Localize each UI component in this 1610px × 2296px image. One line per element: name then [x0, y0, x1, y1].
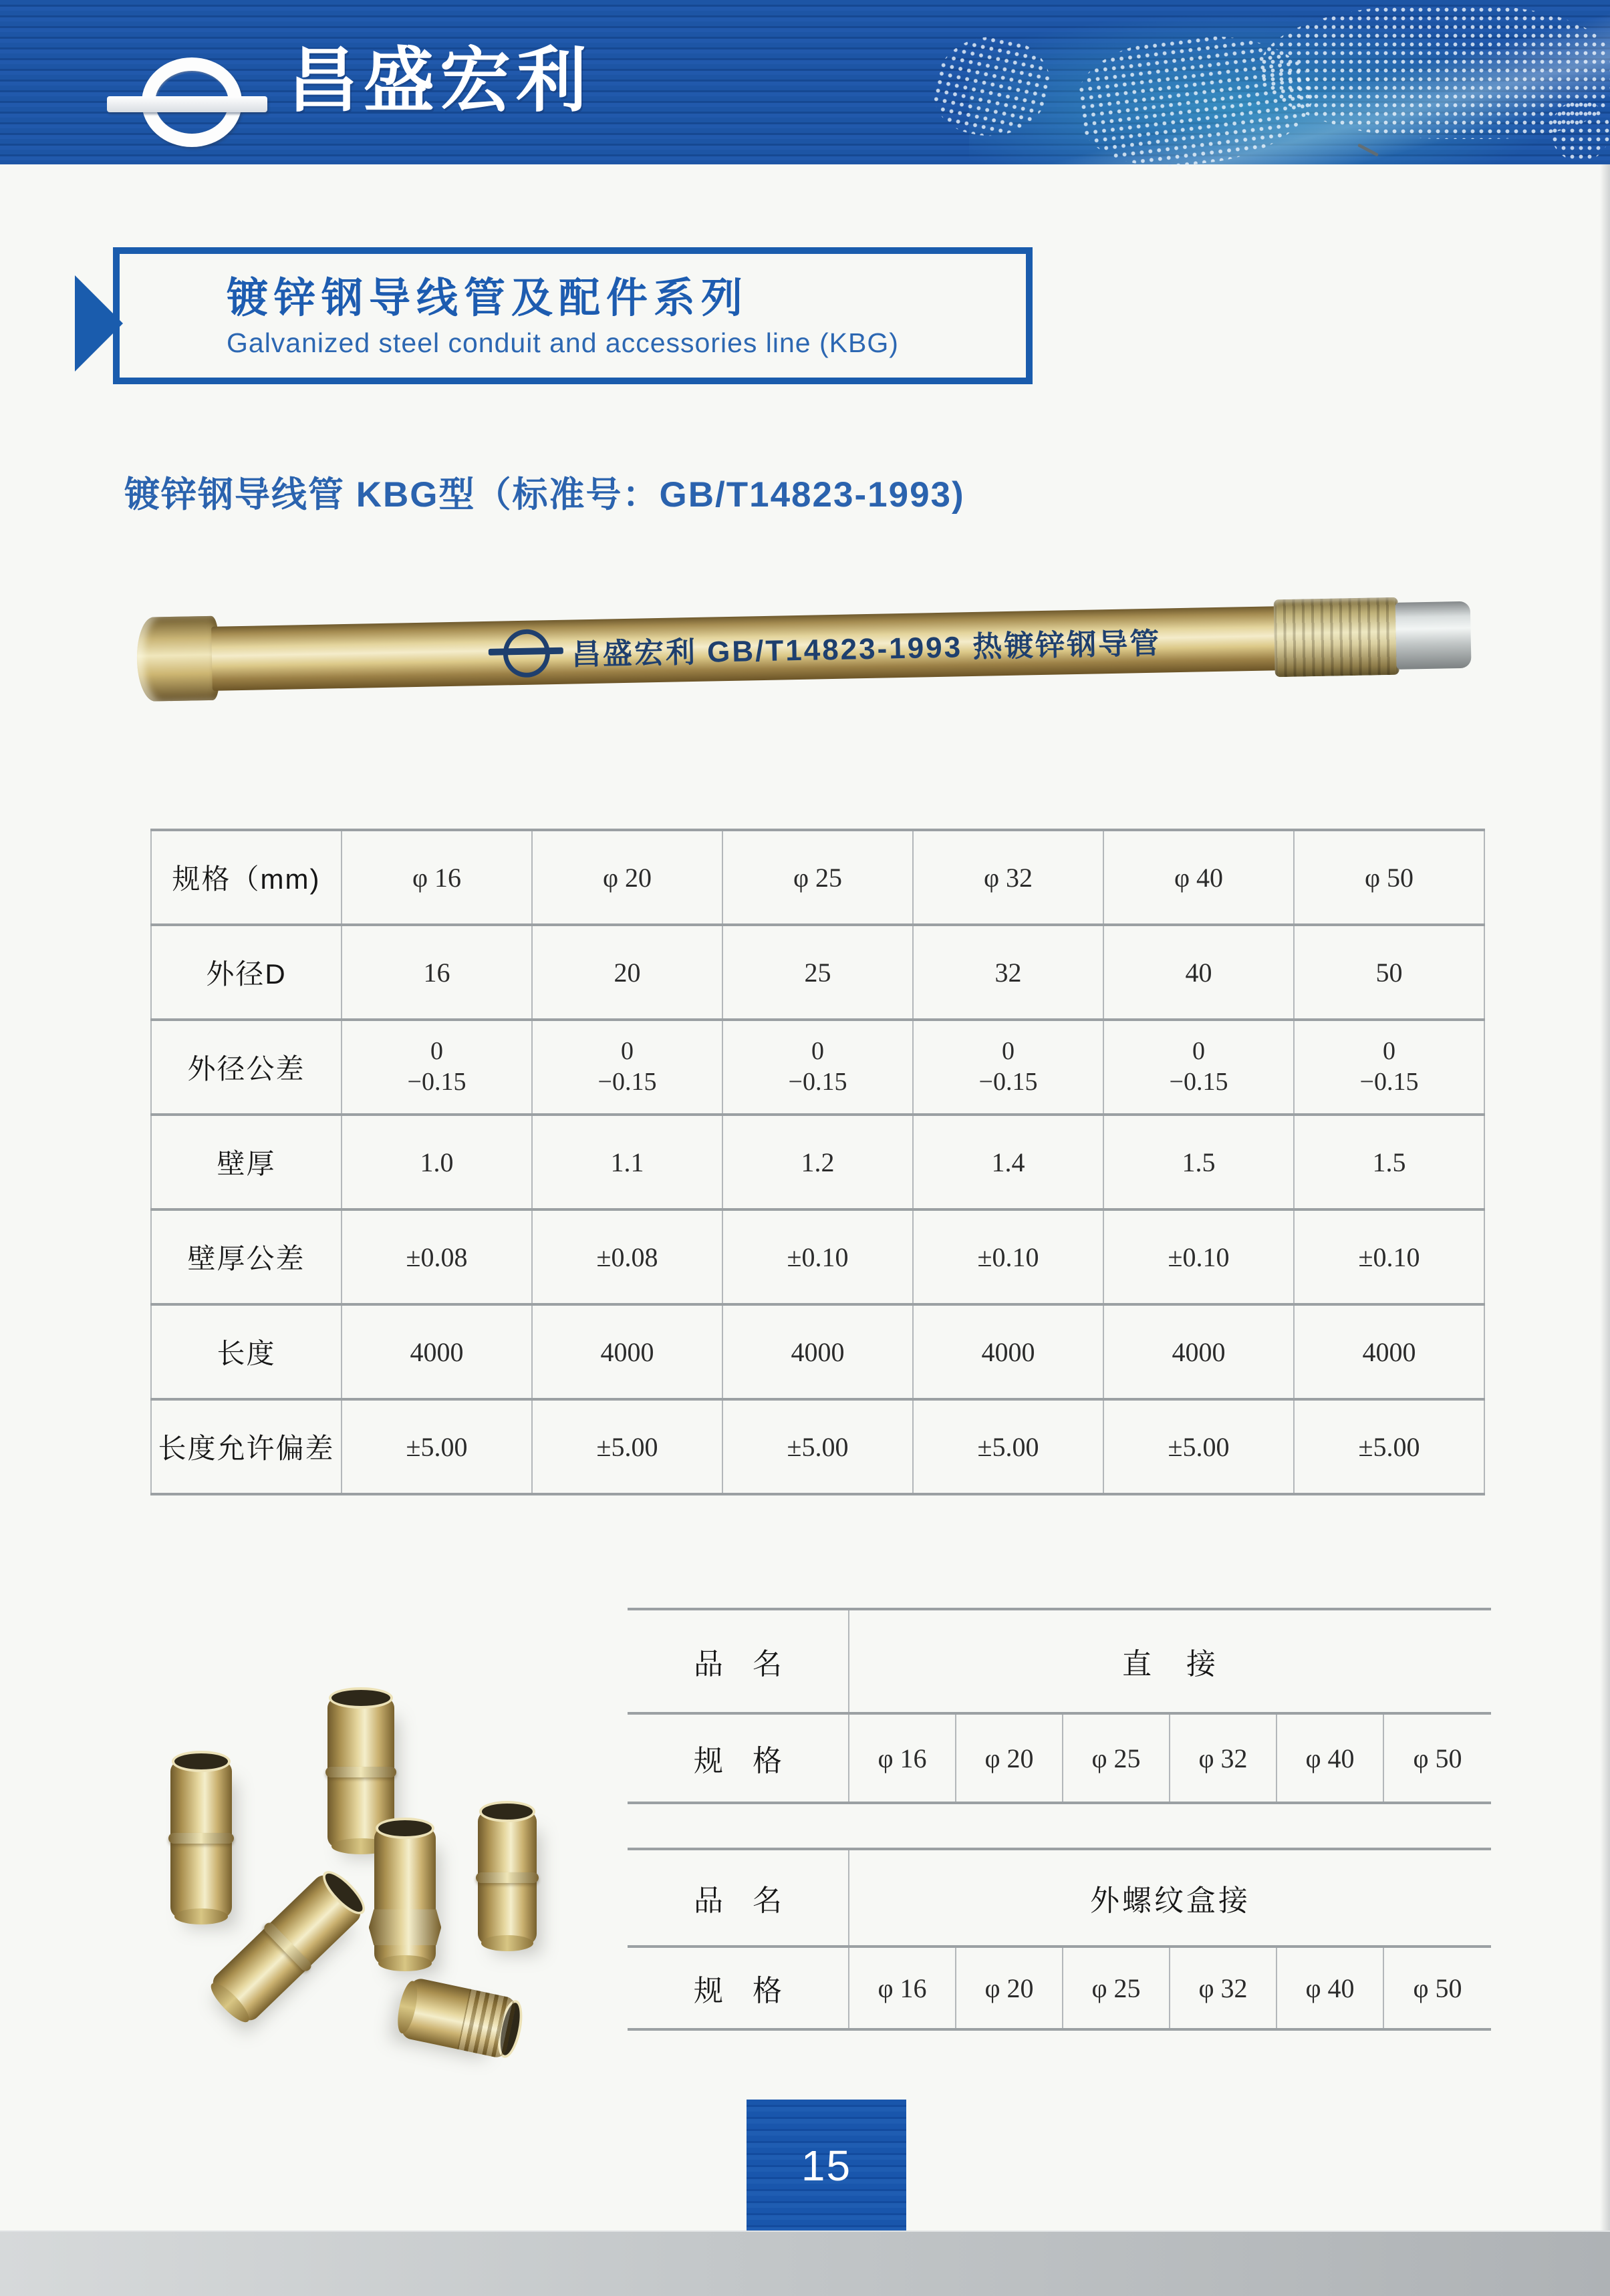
- tolerance-lower: −0.15: [1359, 1068, 1419, 1096]
- cell: φ 32: [1170, 1947, 1277, 2029]
- cell: ±5.00: [1103, 1399, 1294, 1494]
- tolerance-upper: 0: [430, 1037, 443, 1066]
- cell: ±5.00: [342, 1399, 532, 1494]
- product-subtitle: 镀锌钢导线管 KBG型（标准号：GB/T14823-1993): [124, 475, 965, 515]
- cell: 40: [1103, 925, 1294, 1020]
- table-row: [628, 1849, 1491, 1947]
- tolerance-upper: 0: [1002, 1037, 1015, 1066]
- pipe-flared-end: [136, 616, 219, 702]
- cell: φ 16: [849, 1947, 956, 2029]
- series-title-zh: 镀锌钢导线管及配件系列: [227, 275, 749, 321]
- pipe-coupling-sleeve: [1274, 597, 1399, 678]
- cell: ±0.08: [342, 1209, 532, 1304]
- cell: φ 32: [913, 830, 1103, 925]
- cell: [342, 1020, 532, 1115]
- row-label: 规格（mm): [151, 830, 342, 925]
- cell: φ 40: [1277, 1713, 1383, 1803]
- coupling-piece-threaded: [400, 1977, 517, 2059]
- fittings-photo: [100, 1570, 648, 2078]
- cell: 4000: [722, 1304, 913, 1399]
- name-label: 品 名: [628, 1609, 849, 1713]
- table-row: [151, 1020, 1484, 1115]
- table-row: [151, 1399, 1484, 1494]
- cell: φ 50: [1383, 1713, 1491, 1803]
- tolerance-lower: −0.15: [978, 1068, 1038, 1096]
- series-title-box: [113, 247, 1033, 384]
- cell: φ 25: [1063, 1713, 1170, 1803]
- page-number: 15: [801, 2142, 852, 2190]
- pipe-label-text: 昌盛宏利 GB/T14823-1993 热镀锌钢导管: [571, 627, 1162, 672]
- row-label: 外径公差: [151, 1020, 342, 1115]
- coupling-piece: [478, 1811, 537, 1945]
- cell: 50: [1294, 925, 1484, 1020]
- cell: [532, 1020, 722, 1115]
- cell: 20: [532, 925, 722, 1020]
- tolerance-lower: −0.15: [407, 1068, 466, 1096]
- cell: 32: [913, 925, 1103, 1020]
- logo-bar-icon: [107, 96, 267, 112]
- scan-bottom-edge: [0, 2231, 1610, 2296]
- cell: ±5.00: [532, 1399, 722, 1494]
- cell: φ 16: [342, 830, 532, 925]
- tolerance-lower: −0.15: [1169, 1068, 1228, 1096]
- cell: 16: [342, 925, 532, 1020]
- pipe-logo-icon: [497, 627, 554, 678]
- thread-rings: [457, 1989, 517, 2059]
- cell: 1.0: [342, 1115, 532, 1209]
- cell: [913, 1020, 1103, 1115]
- table-row: [151, 1304, 1484, 1399]
- product-name: 直 接: [849, 1609, 1491, 1713]
- tolerance-upper: 0: [811, 1037, 824, 1066]
- cell: φ 25: [722, 830, 913, 925]
- coupling-piece-hex: [374, 1828, 436, 1965]
- cell: [1103, 1020, 1294, 1115]
- fitting-table-straight: [628, 1608, 1491, 1804]
- row-label: 外径D: [151, 925, 342, 1020]
- page-number-box: [747, 2100, 906, 2232]
- series-title-en: Galvanized steel conduit and accessories line (KBG): [227, 327, 899, 358]
- spec-table-section: [150, 829, 1485, 1495]
- pipe-logo-bar-icon: [489, 648, 563, 656]
- cell: φ 32: [1170, 1713, 1277, 1803]
- cell: 4000: [342, 1304, 532, 1399]
- spec-label: 规 格: [628, 1947, 849, 2029]
- cell: ±5.00: [1294, 1399, 1484, 1494]
- world-map-dots-icon: [1551, 100, 1610, 162]
- row-label: 壁厚公差: [151, 1209, 342, 1304]
- tolerance-upper: 0: [1383, 1037, 1395, 1066]
- cell: 25: [722, 925, 913, 1020]
- tolerance-upper: 0: [1192, 1037, 1205, 1066]
- tolerance-lower: −0.15: [597, 1068, 657, 1096]
- cell: ±0.10: [1294, 1209, 1484, 1304]
- hex-nut: [369, 1909, 442, 1945]
- cell: 1.1: [532, 1115, 722, 1209]
- cell: φ 25: [1063, 1947, 1170, 2029]
- coupling-piece: [170, 1761, 232, 1918]
- table-row: [628, 1713, 1491, 1803]
- pipe-end-cap: [1395, 601, 1472, 670]
- header-band: [0, 0, 1610, 164]
- coupling-ridge: [476, 1872, 538, 1883]
- cell: φ 50: [1383, 1947, 1491, 2029]
- cell: [1294, 1020, 1484, 1115]
- table-row: [151, 830, 1484, 925]
- cell: [722, 1020, 913, 1115]
- cell: φ 16: [849, 1713, 956, 1803]
- tolerance-lower: −0.15: [788, 1068, 847, 1096]
- coupling-ridge: [168, 1833, 234, 1844]
- cell: 4000: [1294, 1304, 1484, 1399]
- cell: 4000: [913, 1304, 1103, 1399]
- table-row: [628, 1947, 1491, 2029]
- cell: φ 40: [1277, 1947, 1383, 2029]
- row-label: 长度允许偏差: [151, 1399, 342, 1494]
- table-row: [151, 925, 1484, 1020]
- brand-ring-bar-logo-icon: [142, 57, 242, 147]
- coupling-piece: [209, 1871, 365, 2025]
- name-label: 品 名: [628, 1849, 849, 1947]
- table-row: [628, 1609, 1491, 1713]
- cell: ±0.10: [913, 1209, 1103, 1304]
- cell: ±5.00: [913, 1399, 1103, 1494]
- cell: ±0.10: [1103, 1209, 1294, 1304]
- cell: ±0.10: [722, 1209, 913, 1304]
- cell: φ 20: [956, 1713, 1063, 1803]
- tolerance-upper: 0: [621, 1037, 634, 1066]
- table-row: [151, 1115, 1484, 1209]
- cell: φ 40: [1103, 830, 1294, 925]
- coupling-ridge: [262, 1921, 313, 1973]
- cell: ±0.08: [532, 1209, 722, 1304]
- cell: 1.5: [1103, 1115, 1294, 1209]
- pipe-printed-label: [497, 609, 1162, 686]
- cell: 4000: [1103, 1304, 1294, 1399]
- fitting-table-male-thread: [628, 1848, 1491, 2031]
- spec-label: 规 格: [628, 1713, 849, 1803]
- cell: 1.5: [1294, 1115, 1484, 1209]
- cell: 4000: [532, 1304, 722, 1399]
- table-row: [151, 1209, 1484, 1304]
- cell: φ 20: [532, 830, 722, 925]
- scan-right-edge: [1600, 164, 1610, 2231]
- cell: φ 50: [1294, 830, 1484, 925]
- row-label: 壁厚: [151, 1115, 342, 1209]
- brand-name: 昌盛宏利: [287, 41, 592, 120]
- cell: ±5.00: [722, 1399, 913, 1494]
- coupling-ridge: [325, 1767, 396, 1777]
- cell: 1.4: [913, 1115, 1103, 1209]
- product-name: 外螺纹盒接: [849, 1849, 1491, 1947]
- cell: φ 20: [956, 1947, 1063, 2029]
- conduit-pipe-photo: [136, 575, 1471, 720]
- cell: 1.2: [722, 1115, 913, 1209]
- spec-table: [150, 829, 1485, 1495]
- row-label: 长度: [151, 1304, 342, 1399]
